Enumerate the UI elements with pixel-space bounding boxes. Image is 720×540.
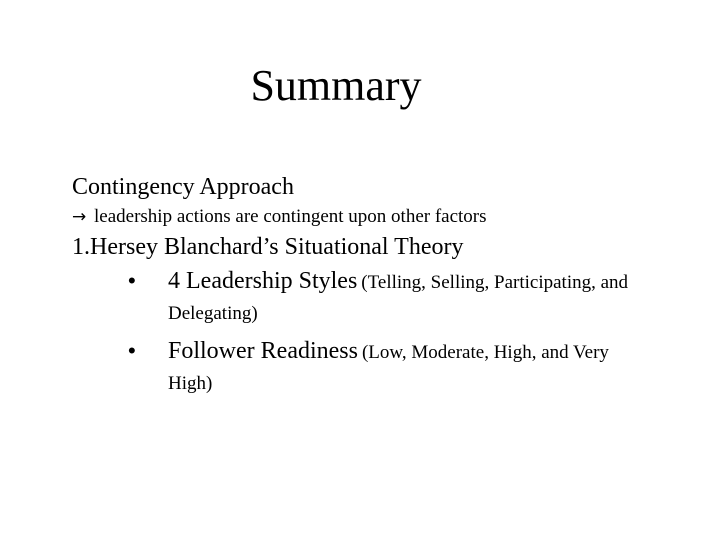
slide-title: Summary	[250, 61, 422, 110]
bullet-main: 4 Leadership Styles	[168, 268, 358, 294]
arrow-line	[72, 204, 672, 230]
slide-content	[72, 172, 672, 406]
bullet-detail: (Telling, Selling, Participating, and Delegating)	[168, 272, 629, 324]
bullet-item-leadership-styles	[72, 266, 672, 330]
bullet-text	[168, 336, 638, 400]
arrow-text: leadership actions are contingent upon other factors	[94, 206, 487, 227]
bullet-text	[168, 266, 638, 330]
bullet-list	[72, 266, 672, 400]
bullet-icon: •	[128, 338, 136, 363]
right-arrow-icon: →	[72, 207, 87, 227]
contingency-heading: Contingency Approach	[72, 174, 294, 200]
bullet-main: Follower Readiness	[168, 338, 358, 364]
bullet-detail: (Low, Moderate, High, and Very High)	[168, 342, 609, 394]
bullet-item-follower-readiness	[72, 336, 672, 400]
theory-line: 1.Hersey Blanchard’s Situational Theory	[72, 234, 464, 260]
bullet-icon: •	[128, 268, 136, 293]
